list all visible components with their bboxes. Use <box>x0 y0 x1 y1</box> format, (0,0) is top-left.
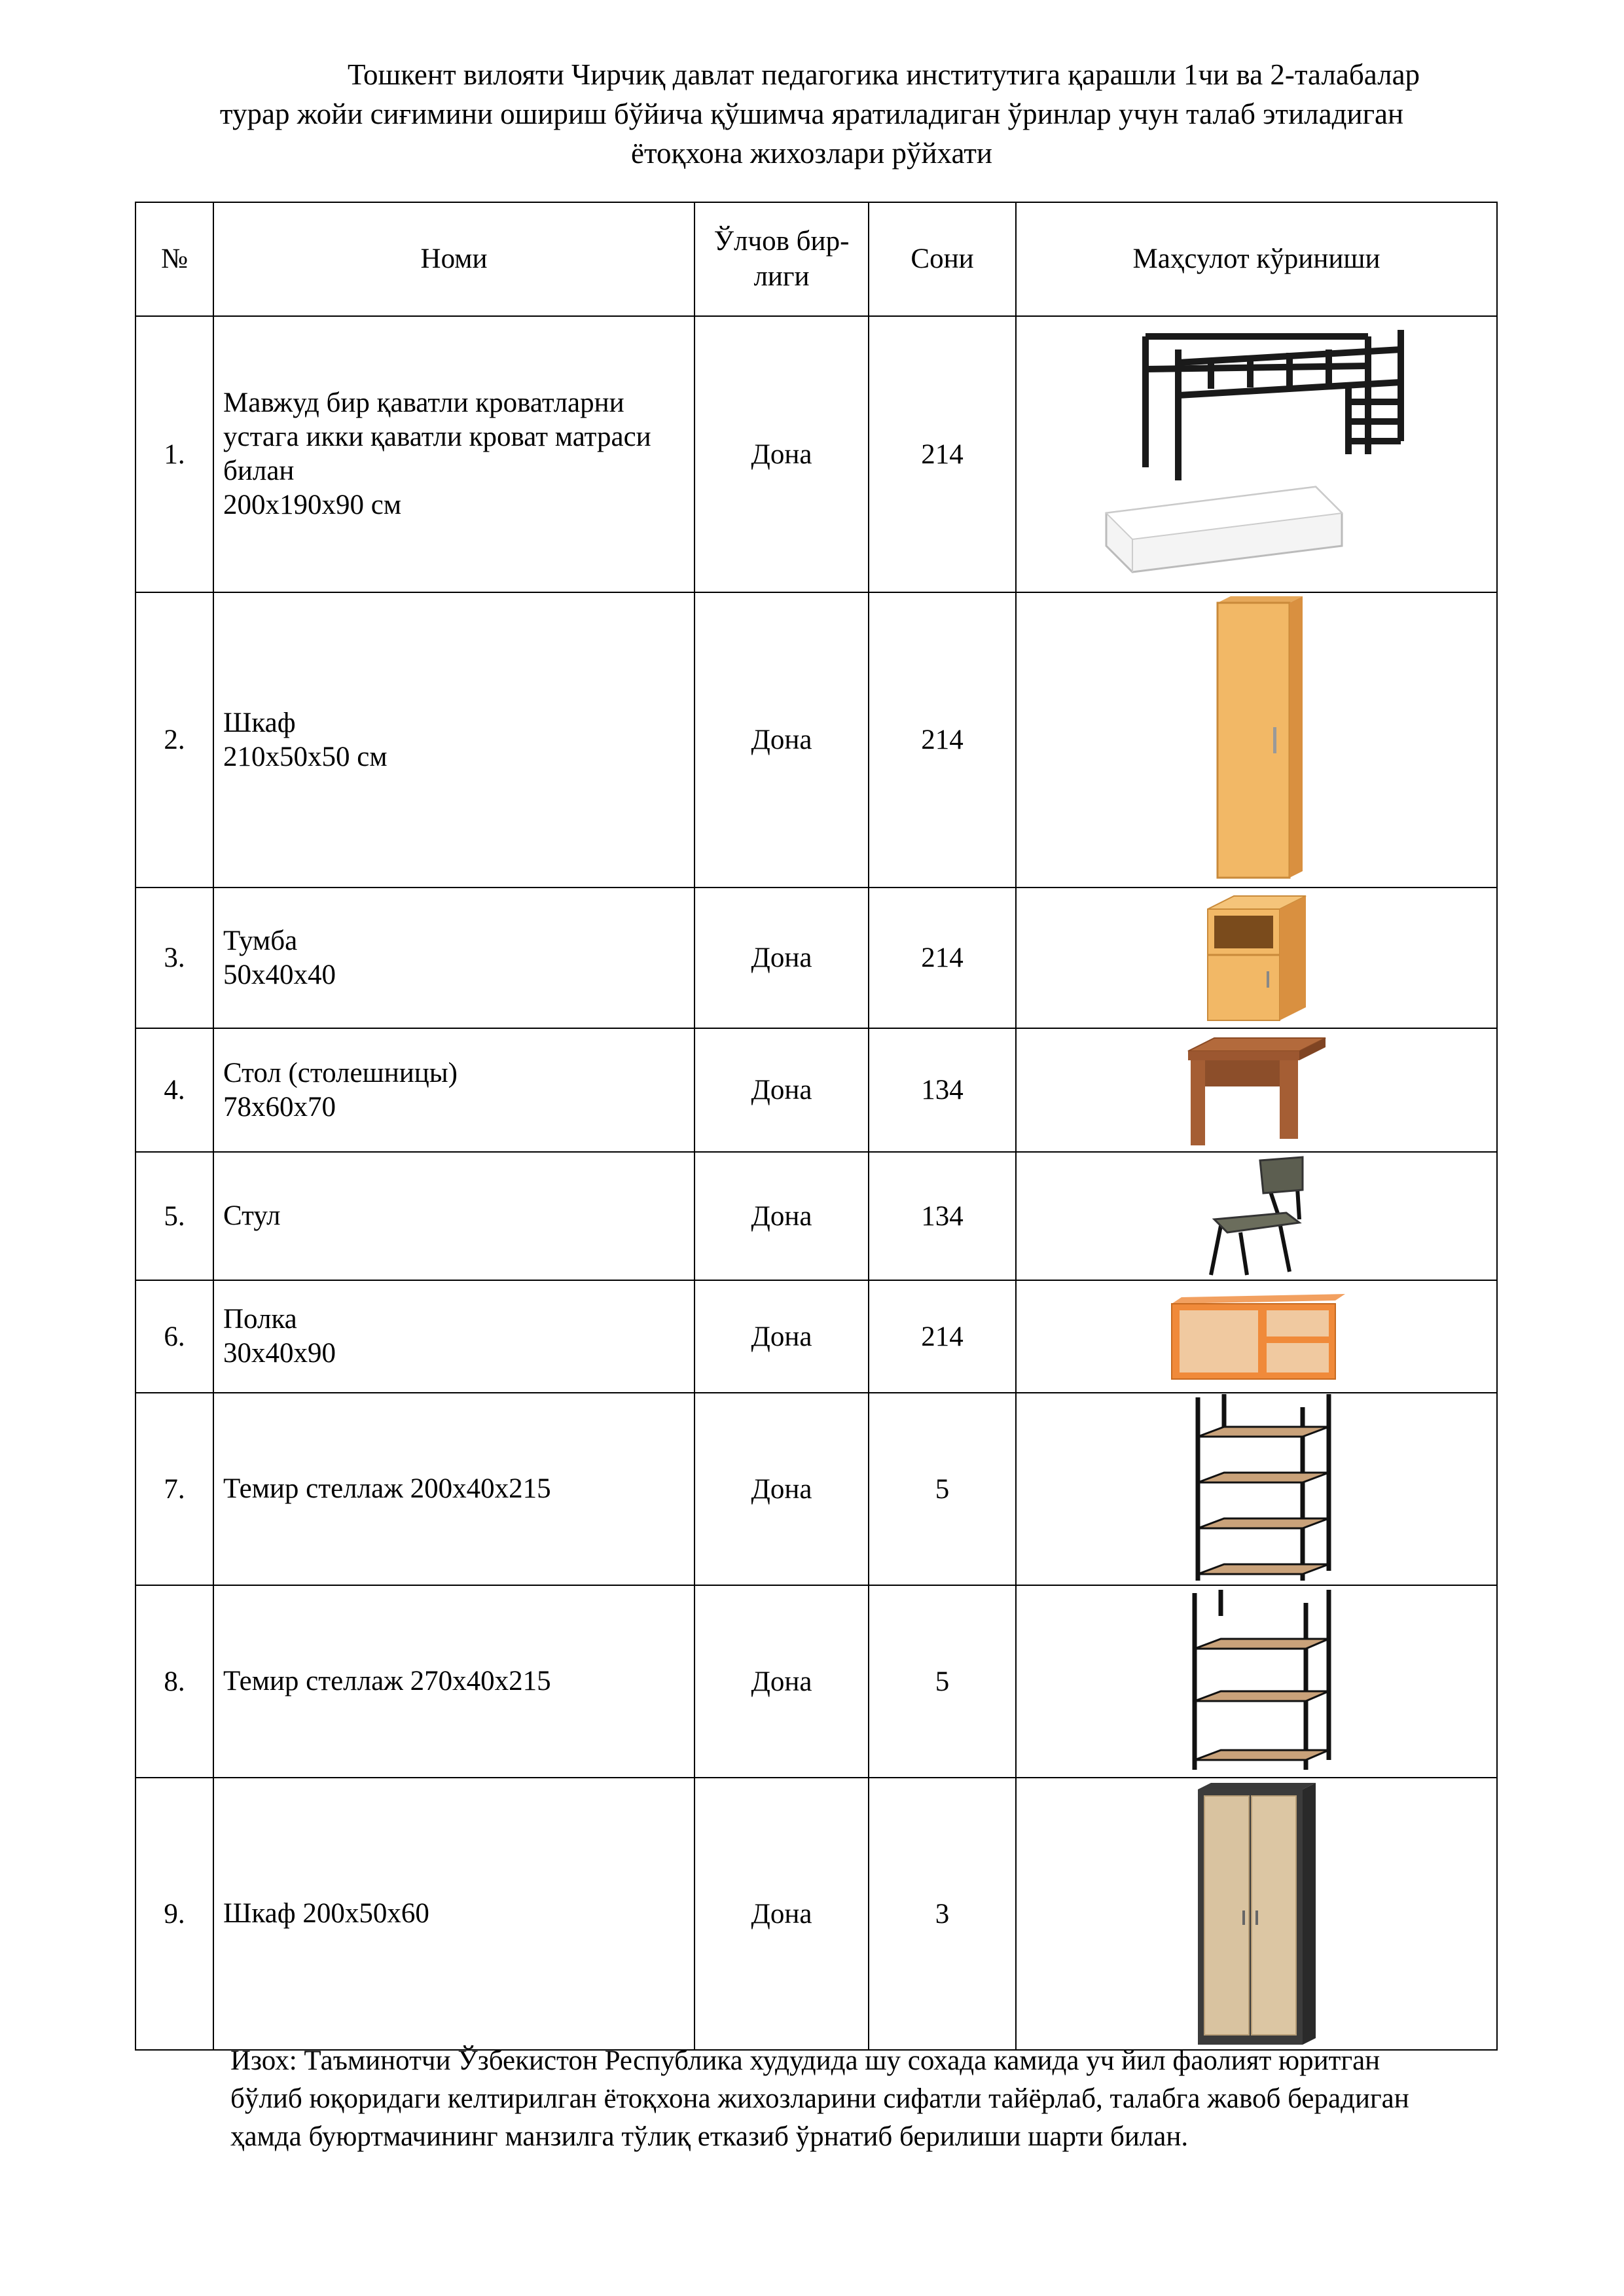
row-name-line: Тумба <box>223 925 298 956</box>
row-name <box>213 1152 695 1280</box>
row-unit: Дона <box>695 1393 869 1585</box>
table-row <box>135 1585 1497 1778</box>
row-unit: Дона <box>695 316 869 592</box>
table-header-row <box>135 202 1497 316</box>
row-name <box>213 1028 695 1152</box>
footnote <box>230 2042 1507 2156</box>
row-name <box>213 1778 695 2050</box>
metal-rack-wide-icon <box>1175 1590 1339 1773</box>
row-name-line: 50х40х40 <box>223 959 336 990</box>
row-name-line: Мавжуд бир қаватли кроватларни <box>223 387 624 418</box>
chair-icon <box>1201 1154 1312 1278</box>
row-number: 4. <box>135 1028 213 1152</box>
row-quantity: 214 <box>869 888 1016 1028</box>
row-image <box>1016 1152 1497 1280</box>
row-unit: Дона <box>695 888 869 1028</box>
row-name-line: 78х60х70 <box>223 1091 336 1122</box>
row-name-line: Шкаф <box>223 707 296 738</box>
table-row <box>135 1393 1497 1585</box>
row-number: 5. <box>135 1152 213 1280</box>
row-unit: Дона <box>695 592 869 888</box>
row-name <box>213 592 695 888</box>
row-unit: Дона <box>695 1778 869 2050</box>
row-name-line: 210х50х50 см <box>223 741 388 772</box>
row-quantity: 5 <box>869 1393 1016 1585</box>
row-name <box>213 316 695 592</box>
row-name-line: Темир стеллаж 200х40х215 <box>223 1473 551 1504</box>
wall-shelf-icon <box>1165 1291 1348 1382</box>
row-number: 2. <box>135 592 213 888</box>
row-name <box>213 1393 695 1585</box>
header-number: № <box>135 202 213 316</box>
row-unit: Дона <box>695 1280 869 1393</box>
table-row <box>135 888 1497 1028</box>
row-number: 6. <box>135 1280 213 1393</box>
table-row <box>135 1778 1497 2050</box>
row-name <box>213 1585 695 1778</box>
table-row <box>135 592 1497 888</box>
row-image <box>1016 1028 1497 1152</box>
row-quantity: 3 <box>869 1778 1016 2050</box>
two-door-wardrobe-icon <box>1191 1780 1322 2048</box>
title-line-3: ётоқхона жихозлари рўйхати <box>630 137 993 170</box>
row-quantity: 214 <box>869 316 1016 592</box>
row-name-line: 200х190х90 см <box>223 490 402 520</box>
table-row <box>135 1028 1497 1152</box>
row-quantity: 214 <box>869 1280 1016 1393</box>
row-number: 7. <box>135 1393 213 1585</box>
row-name-line: Полка <box>223 1304 297 1335</box>
bunk-bed-with-mattress-icon <box>1093 323 1420 585</box>
row-unit: Дона <box>695 1028 869 1152</box>
document-title <box>131 55 1492 173</box>
furniture-table <box>135 202 1498 2051</box>
row-image <box>1016 1585 1497 1778</box>
row-quantity: 134 <box>869 1028 1016 1152</box>
row-number: 9. <box>135 1778 213 2050</box>
row-name-line: Стол (столешницы) <box>223 1057 458 1088</box>
header-image: Маҳсулот кўриниши <box>1016 202 1497 316</box>
desk-icon <box>1182 1031 1332 1149</box>
row-name-line: Шкаф 200х50х60 <box>223 1898 429 1929</box>
header-unit <box>695 202 869 316</box>
header-unit-line-2: лиги <box>753 261 810 292</box>
row-number: 8. <box>135 1585 213 1778</box>
row-quantity: 214 <box>869 592 1016 888</box>
nightstand-icon <box>1201 893 1312 1024</box>
row-name-line: билан <box>223 456 295 486</box>
row-number: 3. <box>135 888 213 1028</box>
row-image <box>1016 316 1497 592</box>
row-quantity: 134 <box>869 1152 1016 1280</box>
row-name-line: 30х40х90 <box>223 1338 336 1369</box>
table-row <box>135 1152 1497 1280</box>
row-unit: Дона <box>695 1585 869 1778</box>
row-name <box>213 888 695 1028</box>
footnote-line-1: Изох: Таъминотчи Ўзбекистон Республика худудида шу сохада камида уч йил фаолият юритган <box>230 2045 1380 2076</box>
header-quantity: Сони <box>869 202 1016 316</box>
row-name-line: Стул <box>223 1200 281 1231</box>
row-image <box>1016 1393 1497 1585</box>
header-unit-line-1: Ўлчов бир- <box>713 226 850 257</box>
row-name <box>213 1280 695 1393</box>
row-image <box>1016 888 1497 1028</box>
table-row <box>135 1280 1497 1393</box>
title-line-1: Тошкент вилояти Чирчиқ давлат педагогика институтига қарашли 1чи ва 2-талабалар <box>347 58 1420 91</box>
row-name-line: Темир стеллаж 270х40х215 <box>223 1666 551 1696</box>
row-image <box>1016 592 1497 888</box>
header-name: Номи <box>213 202 695 316</box>
row-number: 1. <box>135 316 213 592</box>
wardrobe-icon <box>1204 596 1309 884</box>
row-image <box>1016 1280 1497 1393</box>
metal-rack-icon <box>1172 1394 1342 1584</box>
row-name-line: устага икки қаватли кроват матраси <box>223 422 651 452</box>
footnote-line-3: ҳамда буюртмачининг манзилга тўлиқ етказиб ўрнатиб берилиши шарти билан. <box>230 2121 1189 2152</box>
title-line-2: турар жойи сиғимини ошириш бўйича қўшимча яратиладиган ўринлар учун талаб этиладиган <box>219 98 1404 130</box>
row-image <box>1016 1778 1497 2050</box>
footnote-line-2: бўлиб юқоридаги келтирилган ётоқхона жихозларини сифатли тайёрлаб, талабга жавоб берадиган <box>230 2083 1409 2114</box>
table-row <box>135 316 1497 592</box>
row-unit: Дона <box>695 1152 869 1280</box>
row-quantity: 5 <box>869 1585 1016 1778</box>
